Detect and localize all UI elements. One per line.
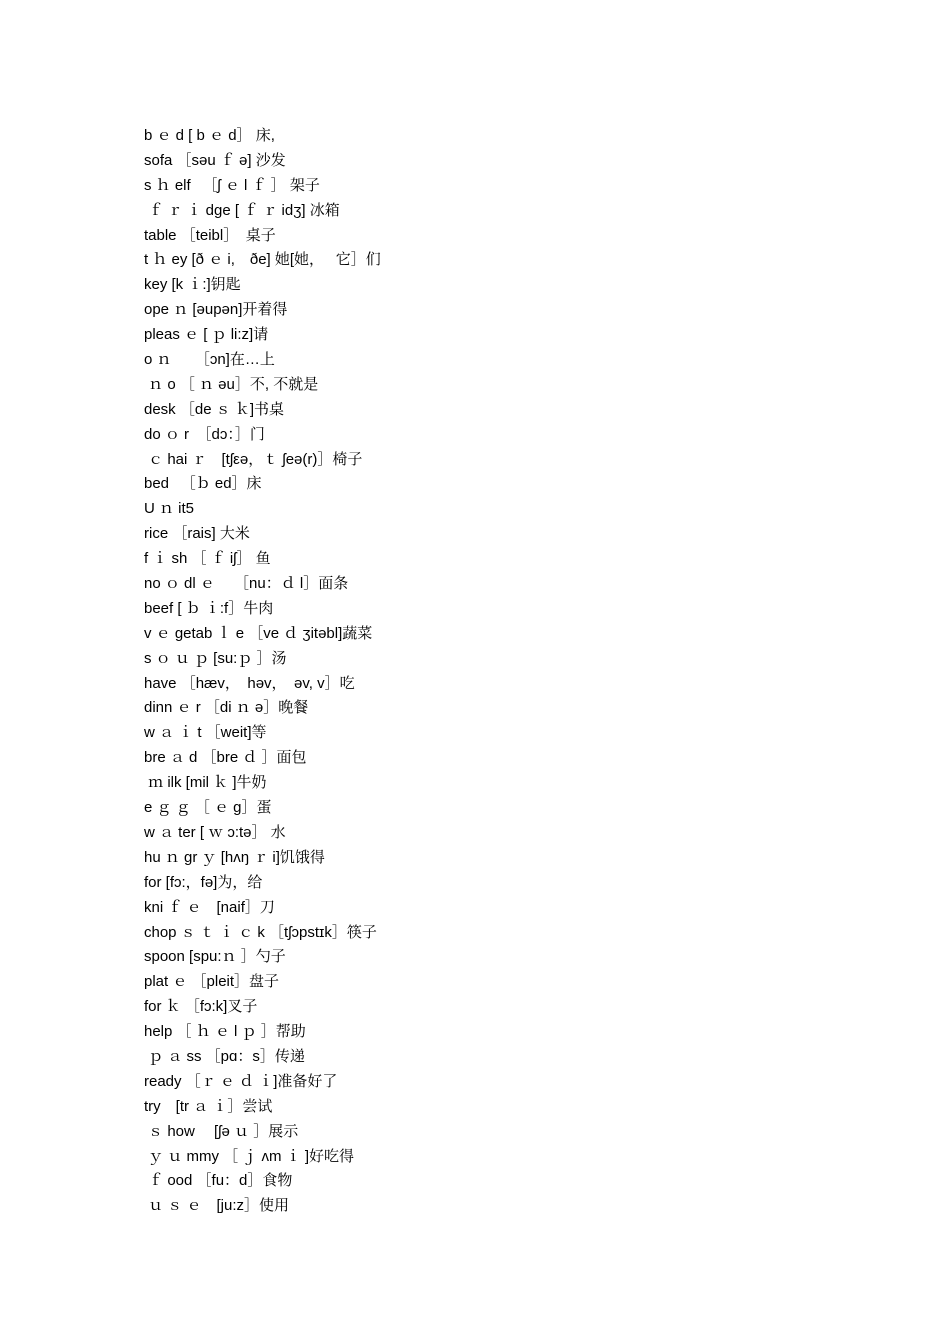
vocab-item-spoon: spoon [spu:ｎ ］勺子	[144, 948, 286, 966]
vocabulary-list	[144, 124, 381, 1219]
vocab-item-show: ｓ how [ʃə ｕ ］展示	[144, 1122, 299, 1140]
vocab-item-try: try [tr ａ ｉ］尝试	[144, 1097, 273, 1115]
vocab-item-plate: plat ｅ ［pleit］盘子	[144, 973, 280, 991]
vocab-item-beef: beef [ ｂ ｉ:f］牛肉	[144, 599, 274, 617]
vocab-item-key: key [k ｉ:]钥匙	[144, 276, 241, 294]
vocab-item-chopsticks: chop ｓ ｔ ｉ ｃ k ［tʃɔpstɪk］筷子	[144, 923, 377, 941]
vocab-item-hungry: hu ｎ gr ｙ [hʌŋ ｒ i]饥饿得	[144, 848, 325, 866]
vocab-item-they: t ｈ ey [ð ｅ i, ðe] 她[她， 它］们	[144, 251, 381, 269]
vocab-item-bed: b ｅ d [ b ｅ d］ 床,	[144, 127, 275, 144]
vocab-item-fork: for ｋ ［fɔ:k]叉子	[144, 998, 258, 1016]
vocab-item-use: ｕ ｓ ｅ [ju:z］使用	[144, 1197, 290, 1215]
vocab-item-desk: desk ［de ｓ ｋ]书桌	[144, 400, 285, 418]
vocab-item-knife: kni ｆ ｅ [naif］刀	[144, 898, 275, 916]
vocab-item-rice: rice ［rais] 大米	[144, 525, 250, 543]
vocab-item-on: o ｎ ［ɔn]在…上	[144, 351, 275, 369]
vocab-item-food: ｆ ood ［fu：d］食物	[144, 1172, 293, 1190]
vocab-item-table: table ［teibl］ 桌子	[144, 226, 276, 244]
vocab-item-for: for [fɔ:，fə]为，给	[144, 873, 263, 891]
vocab-item-fridge: ｆ ｒ ｉ dge [ ｆ ｒ idʒ] 冰箱	[144, 201, 340, 219]
vocab-item-soup: s ｏ ｕ ｐ [su:ｐ ］汤	[144, 649, 287, 667]
vocab-item-pass: ｐ ａ ss ［pɑ：s］传递	[144, 1047, 305, 1065]
vocab-item-help: help ［ ｈ ｅ l ｐ ］帮助	[144, 1023, 306, 1041]
vocab-item-door: do ｏ r ［dɔ：］门	[144, 425, 265, 443]
vocab-item-egg: e ｇ ｇ ［ ｅ ɡ］蛋	[144, 799, 272, 817]
vocab-item-shelf: s ｈ elf ［ʃ ｅ l ｆ ］ 架子	[144, 176, 320, 194]
vocab-item-no: ｎ o ［ ｎ əu］不, 不就是	[144, 375, 319, 393]
vocab-item-sofa: sofa ［səu ｆ ə] 沙发	[144, 151, 286, 169]
vocab-item-open: ope ｎ [əupən]开着得	[144, 301, 288, 319]
vocab-item-noodle: no ｏ dl ｅ ［nu：ｄ l］面条	[144, 575, 349, 593]
vocab-item-fish: f ｉ sh ［ ｆ iʃ］ 鱼	[144, 550, 271, 568]
vocab-item-have: have ［hæv， hәv， әv, v］吃	[144, 674, 355, 692]
vocab-item-milk: ｍ ilk [mil ｋ ]牛奶	[144, 774, 267, 792]
vocab-item-bed-2: bed ［ｂ ed］床	[144, 475, 262, 493]
vocab-item-water: w ａ ter [ ｗ ɔ:tə］ 水	[144, 823, 286, 841]
unit-heading: U ｎ it5	[144, 500, 195, 518]
vocab-item-vegetable: v ｅ getab ｌ e ［ve ｄ ʒitəbl]蔬菜	[144, 624, 373, 642]
vocab-item-bread: bre ａ d ［bre ｄ ］面包	[144, 749, 307, 767]
vocab-item-please: pleas ｅ [ ｐ li:z]请	[144, 326, 269, 344]
vocab-item-chair: ｃ hai ｒ [tʃεə，ｔ ʃeə(r)］椅子	[144, 450, 363, 468]
vocab-item-dinner: dinn ｅ r ［di ｎ ə］晚餐	[144, 699, 309, 717]
vocab-item-ready: ready ［ｒ ｅ ｄ ｉ]准备好了	[144, 1072, 338, 1090]
vocab-item-wait: w ａ ｉ t ［weit]等	[144, 724, 267, 742]
vocab-item-yummy: ｙ ｕ mmy ［ ｊ ʌm ｉ ]好吃得	[144, 1147, 354, 1165]
